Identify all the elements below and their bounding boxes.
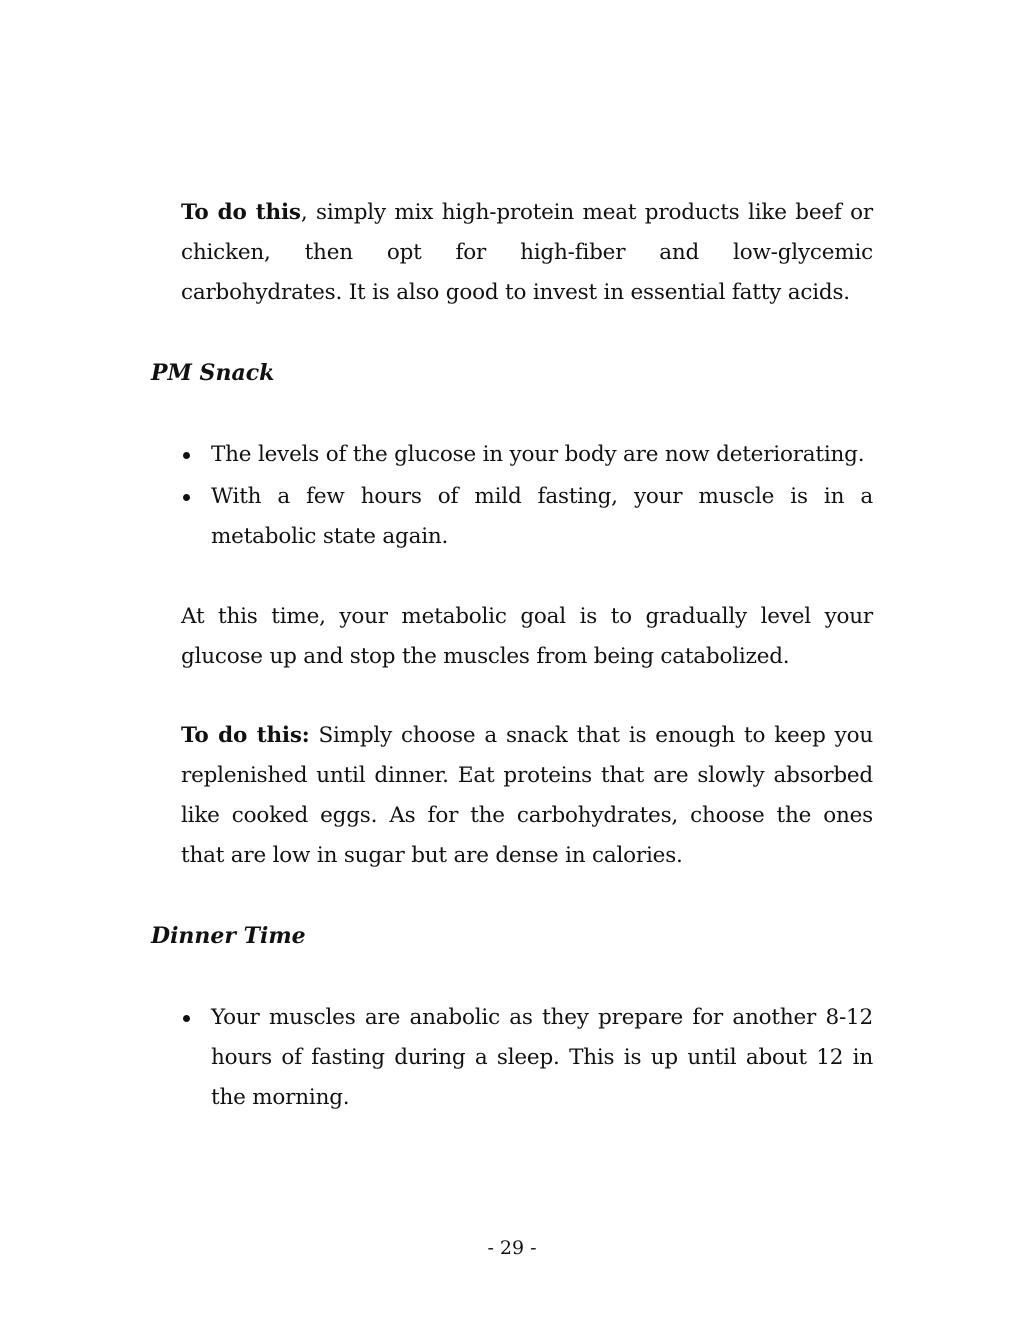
section-heading-pm-snack: PM Snack: [151, 360, 275, 386]
list-item-text: Your muscles are anabolic as they prepare for another 8-12 hours of fasting during a sleep. This is up until about 12 in the morning.: [211, 1005, 873, 1110]
bullet-icon: [183, 452, 190, 459]
bullet-icon: [183, 494, 190, 501]
bullet-icon: [183, 1015, 190, 1022]
paragraph-lead: To do this: [181, 200, 301, 225]
paragraph-snack-instructions: [181, 716, 873, 876]
paragraph-lead: To do this:: [181, 723, 310, 748]
paragraph-meal-instructions: [181, 193, 873, 313]
paragraph-body: Simply choose a snack that is enough to keep you replenished until dinner. Eat proteins that are slowly absorbed like cooked eggs. As for the carbohydrates, choose the ones that are low in sugar but are dense in calories.: [181, 723, 873, 868]
section-heading-dinner-time: Dinner Time: [151, 923, 306, 949]
list-item: [181, 435, 873, 475]
paragraph-body: At this time, your metabolic goal is to gradually level your glucose up and stop the muscles from being catabolized.: [181, 604, 873, 669]
page-number: - 29 -: [487, 1237, 537, 1259]
list-item: [181, 998, 873, 1118]
list-item: [181, 477, 873, 557]
paragraph-metabolic-goal: [181, 597, 873, 677]
list-item-text: With a few hours of mild fasting, your muscle is in a metabolic state again.: [211, 484, 873, 549]
list-item-text: The levels of the glucose in your body are now deteriorating.: [211, 442, 865, 467]
bullet-list-pm-snack: [181, 435, 873, 559]
paragraph-body: , simply mix high-protein meat products like beef or chicken, then opt for high-fiber and low-glycemic carbohydrates. It is also good to invest in essential fatty acids.: [181, 200, 873, 305]
bullet-list-dinner-time: [181, 998, 873, 1120]
